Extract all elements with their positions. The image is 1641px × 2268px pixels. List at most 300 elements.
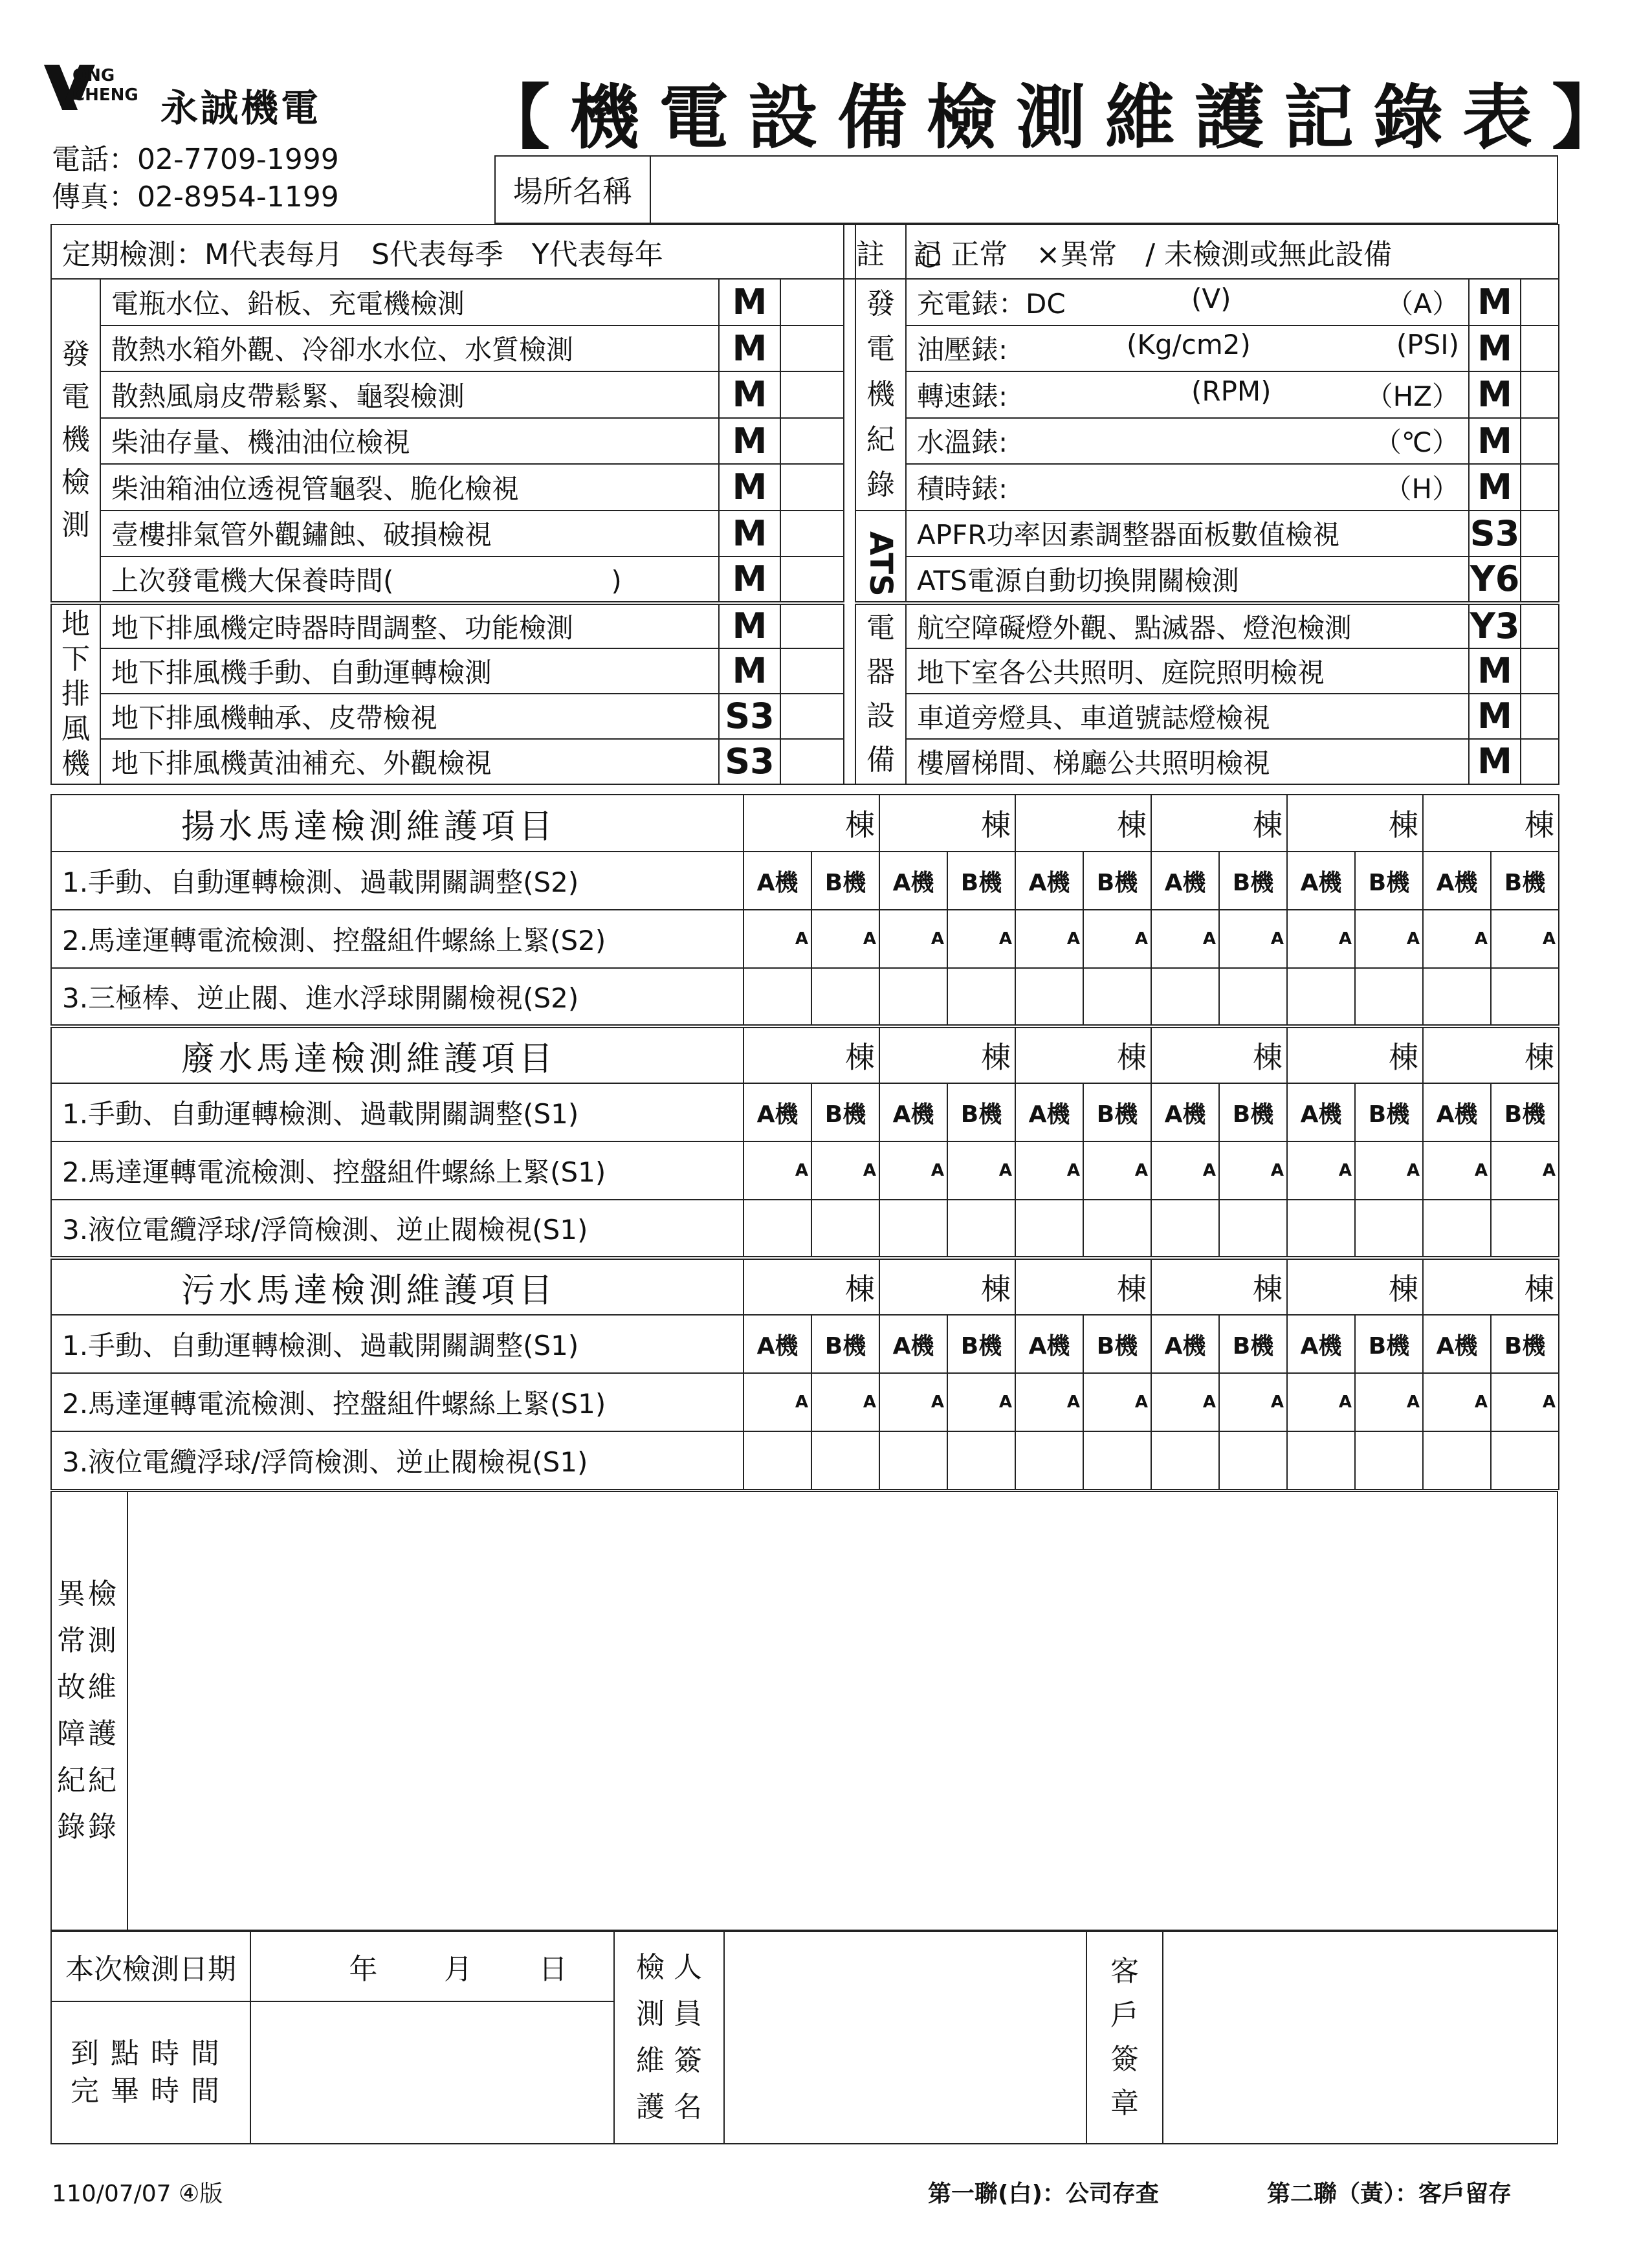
ampere-cell[interactable]: A <box>1355 910 1423 968</box>
date-month-label: 月 <box>443 1953 472 1986</box>
result-cell[interactable] <box>780 511 844 557</box>
machine-b-cell[interactable]: B機 <box>1083 1315 1151 1373</box>
label-char: 護 <box>88 1717 116 1750</box>
label-char: 電 <box>866 611 896 644</box>
ampere-cell[interactable]: A <box>1423 1141 1491 1200</box>
meter-name: 轉速錶: <box>917 380 1008 412</box>
ampere-cell[interactable]: A <box>1491 910 1559 968</box>
frequency-code: M <box>1469 418 1521 465</box>
pump-item-row <box>51 968 1559 1026</box>
result-cell[interactable] <box>1219 1200 1287 1258</box>
frequency-code: Y6 <box>1469 556 1521 603</box>
pump-item-text: 1.手動、自動運轉檢測、過載開關調整(S2) <box>51 852 743 910</box>
label-char: 維 <box>636 2044 665 2077</box>
ats-label-text: ATS <box>863 531 899 597</box>
result-cell[interactable] <box>1423 1431 1491 1490</box>
building-cell[interactable] <box>1423 1026 1559 1083</box>
ampere-cell[interactable]: A <box>1423 1373 1491 1431</box>
basement-fan-item: 地下排風機黃油補充、外觀檢視 <box>100 739 719 784</box>
pump-item-row <box>51 1141 1559 1200</box>
building-cell[interactable] <box>1287 1026 1423 1083</box>
building-cell[interactable] <box>879 1258 1015 1315</box>
ampere-cell[interactable]: A <box>743 910 811 968</box>
building-cell[interactable] <box>879 1026 1015 1083</box>
machine-b-cell[interactable]: B機 <box>811 1083 879 1141</box>
pump-item-row <box>51 910 1559 968</box>
building-cell[interactable] <box>743 1258 879 1315</box>
inspector-label-col1 <box>636 1944 665 2131</box>
machine-a-cell[interactable]: A機 <box>1151 852 1219 910</box>
result-cell[interactable] <box>1355 1200 1423 1258</box>
ampere-cell[interactable]: A <box>811 910 879 968</box>
ampere-cell[interactable]: A <box>947 1373 1015 1431</box>
generator-check-item: 壹樓排氣管外觀鏽蝕、破損檢視 <box>100 511 719 557</box>
result-cell[interactable] <box>1219 1431 1287 1490</box>
result-cell[interactable] <box>1521 694 1559 739</box>
abnormal-record-table <box>50 1491 1558 1931</box>
machine-b-cell[interactable]: B機 <box>947 1315 1015 1373</box>
customer-stamp-field[interactable] <box>1163 1932 1558 2144</box>
electrical-item: 地下室各公共照明、庭院照明檢視 <box>906 648 1469 694</box>
ampere-cell[interactable]: A <box>1151 910 1219 968</box>
machine-a-cell[interactable]: A機 <box>1151 1315 1219 1373</box>
result-cell[interactable] <box>1521 648 1559 694</box>
meter-reading-item[interactable] <box>906 325 1469 372</box>
checklist-row <box>51 279 1559 325</box>
ampere-cell[interactable]: A <box>811 1373 879 1431</box>
result-cell[interactable] <box>780 279 844 325</box>
building-label: 棟 <box>1117 1040 1147 1075</box>
checklist-row <box>51 603 1559 648</box>
result-cell[interactable] <box>1521 418 1559 465</box>
ampere-cell[interactable]: A <box>947 910 1015 968</box>
label-char: 電 <box>61 380 90 414</box>
pump-item-text: 3.三極棒、逆止閥、進水浮球開關檢視(S2) <box>51 968 743 1026</box>
ampere-cell[interactable]: A <box>1287 1141 1355 1200</box>
company-logo-text: ONG CHENG <box>72 66 138 105</box>
machine-a-cell[interactable]: A機 <box>879 1315 947 1373</box>
vertical-label-text <box>856 606 905 782</box>
checklist-row <box>51 648 1559 694</box>
frequency-code: M <box>719 603 780 648</box>
basement-fan-item: 地下排風機定時器時間調整、功能檢測 <box>100 603 719 648</box>
form-title: 【機電設備檢測維護記錄表】 <box>480 78 1641 159</box>
ampere-cell[interactable]: A <box>1015 910 1083 968</box>
machine-b-cell[interactable]: B機 <box>811 852 879 910</box>
ampere-cell[interactable]: A <box>1151 1141 1219 1200</box>
machine-b-cell[interactable]: B機 <box>1491 1315 1559 1373</box>
company-name: 永誠機電 <box>160 86 322 130</box>
legend-periodic: 定期檢測：M代表每月 S代表每季 Y代表每年 <box>51 225 844 279</box>
ampere-cell[interactable]: A <box>1015 1141 1083 1200</box>
label-char: 人 <box>674 1951 702 1984</box>
result-cell[interactable] <box>1355 968 1423 1026</box>
pump-section-title: 污水馬達檢測維護項目 <box>51 1258 743 1315</box>
ampere-cell[interactable]: A <box>1491 1141 1559 1200</box>
label-char: 錄 <box>57 1811 85 1844</box>
machine-b-cell[interactable]: B機 <box>1083 1083 1151 1141</box>
building-label: 棟 <box>1525 1272 1554 1306</box>
completion-time-label: 完畢時間 <box>71 2075 231 2108</box>
machine-b-cell[interactable]: B機 <box>1491 1083 1559 1141</box>
machine-a-cell[interactable]: A機 <box>1423 1083 1491 1141</box>
ampere-cell[interactable]: A <box>1083 1141 1151 1200</box>
ampere-cell[interactable]: A <box>947 1141 1015 1200</box>
machine-a-cell[interactable]: A機 <box>1287 1315 1355 1373</box>
abnormal-label-col2 <box>88 1571 116 1851</box>
result-cell[interactable] <box>1491 1200 1559 1258</box>
result-cell[interactable] <box>780 325 844 372</box>
label-char: 測 <box>88 1624 116 1657</box>
machine-b-cell[interactable]: B機 <box>947 1083 1015 1141</box>
result-cell[interactable] <box>1015 1431 1083 1490</box>
frequency-code: M <box>719 511 780 557</box>
building-label: 棟 <box>1117 808 1147 842</box>
result-cell[interactable] <box>1287 1200 1355 1258</box>
building-label: 棟 <box>1253 1272 1283 1306</box>
result-cell[interactable] <box>1521 556 1559 603</box>
result-cell[interactable] <box>1491 1431 1559 1490</box>
result-cell[interactable] <box>743 968 811 1026</box>
machine-a-cell[interactable]: A機 <box>1287 852 1355 910</box>
result-cell[interactable] <box>947 968 1015 1026</box>
ampere-cell[interactable]: A <box>879 910 947 968</box>
building-label: 棟 <box>845 1272 875 1306</box>
label-char: 下 <box>61 642 90 676</box>
meter-name: 積時錶: <box>917 472 1008 505</box>
result-cell[interactable] <box>780 371 844 418</box>
result-cell[interactable] <box>780 556 844 603</box>
label-char: 章 <box>1110 2087 1139 2120</box>
basement-fan-label <box>51 603 100 784</box>
label-char: 錄 <box>88 1811 116 1844</box>
meter-unit-2: （H） <box>1384 472 1460 505</box>
ampere-cell[interactable]: A <box>1015 1373 1083 1431</box>
building-label: 棟 <box>1253 1040 1283 1075</box>
ampere-cell[interactable]: A <box>1219 1373 1287 1431</box>
result-cell[interactable] <box>1521 325 1559 372</box>
label-char: 測 <box>636 1998 665 2031</box>
ampere-cell[interactable]: A <box>1219 910 1287 968</box>
generator-check-item: 散熱風扇皮帶鬆緊、龜裂檢測 <box>100 371 719 418</box>
meter-unit-2: (PSI) <box>1396 329 1460 361</box>
result-cell[interactable] <box>1521 511 1559 557</box>
venue-name-field[interactable] <box>650 156 1558 223</box>
building-label: 棟 <box>981 1040 1011 1075</box>
ampere-cell[interactable]: A <box>879 1141 947 1200</box>
pump-section-title: 廢水馬達檢測維護項目 <box>51 1026 743 1083</box>
result-cell[interactable] <box>743 1431 811 1490</box>
building-cell[interactable] <box>1423 1258 1559 1315</box>
result-cell[interactable] <box>1015 968 1083 1026</box>
machine-b-cell[interactable]: B機 <box>811 1315 879 1373</box>
result-cell[interactable] <box>1423 1200 1491 1258</box>
frequency-code: S3 <box>1469 511 1521 557</box>
building-cell[interactable] <box>1151 1026 1287 1083</box>
machine-a-cell[interactable]: A機 <box>743 852 811 910</box>
generator-check-item: 柴油存量、機油油位檢視 <box>100 418 719 465</box>
inspection-checklist-table <box>50 224 1559 785</box>
legend-note-label: 註 記 <box>855 225 906 279</box>
machine-b-cell[interactable]: B機 <box>1355 1315 1423 1373</box>
legend-note-text: ○ 正常 ×異常 / 未檢測或無此設備 <box>906 225 1559 279</box>
building-cell[interactable] <box>1287 1258 1423 1315</box>
result-cell[interactable] <box>1521 739 1559 784</box>
abnormal-label-col1 <box>57 1571 85 1851</box>
meter-unit-2: （HZ） <box>1365 380 1460 412</box>
building-cell[interactable] <box>743 1026 879 1083</box>
machine-b-cell[interactable]: B機 <box>1355 1083 1423 1141</box>
machine-a-cell[interactable]: A機 <box>743 1315 811 1373</box>
ampere-cell[interactable]: A <box>811 1141 879 1200</box>
inspection-date-label: 本次檢測日期 <box>51 1932 250 2001</box>
pump-section-title: 揚水馬達檢測維護項目 <box>51 795 743 852</box>
pump-item-text: 2.馬達運轉電流檢測、控盤組件螺絲上緊(S1) <box>51 1373 743 1431</box>
result-cell[interactable] <box>879 1431 947 1490</box>
pump-item-row <box>51 1373 1559 1431</box>
ampere-cell[interactable]: A <box>1423 910 1491 968</box>
frequency-code: Y3 <box>1469 603 1521 648</box>
customer-stamp-label <box>1086 1932 1163 2144</box>
generator-check-item: 上次發電機大保養時間( ) <box>100 556 719 603</box>
result-cell[interactable] <box>780 464 844 511</box>
ampere-cell[interactable]: A <box>1491 1373 1559 1431</box>
ampere-cell[interactable]: A <box>1151 1373 1219 1431</box>
result-cell[interactable] <box>1287 968 1355 1026</box>
frequency-code: M <box>1469 464 1521 511</box>
label-char: 維 <box>88 1671 116 1704</box>
machine-a-cell[interactable]: A機 <box>1015 1083 1083 1141</box>
building-cell[interactable] <box>1015 1026 1151 1083</box>
result-cell[interactable] <box>780 418 844 465</box>
frequency-code: M <box>1469 371 1521 418</box>
meter-unit-2: （℃） <box>1374 426 1460 459</box>
result-cell[interactable] <box>1083 1431 1151 1490</box>
copy-1-note: 第一聯(白)：公司存查 <box>928 2181 1159 2207</box>
machine-a-cell[interactable]: A機 <box>1423 852 1491 910</box>
result-cell[interactable] <box>1355 1431 1423 1490</box>
arrival-time-label: 到點時間 <box>71 2037 231 2070</box>
building-cell[interactable] <box>1151 795 1287 852</box>
electrical-item: 車道旁燈具、車道號誌燈檢視 <box>906 694 1469 739</box>
building-label: 棟 <box>981 1272 1011 1306</box>
machine-a-cell[interactable]: A機 <box>1151 1083 1219 1141</box>
result-cell[interactable] <box>1015 1200 1083 1258</box>
label-char: 護 <box>636 2091 665 2124</box>
result-cell[interactable] <box>1151 1200 1219 1258</box>
ampere-cell[interactable]: A <box>1287 910 1355 968</box>
checklist-row <box>51 556 1559 603</box>
ats-label <box>855 511 906 603</box>
result-cell[interactable] <box>879 968 947 1026</box>
time-field[interactable] <box>250 2001 614 2144</box>
electrical-item: 航空障礙燈外觀、點滅器、燈泡檢測 <box>906 603 1469 648</box>
frequency-code: S3 <box>719 694 780 739</box>
vertical-label-text <box>856 281 905 508</box>
ampere-cell[interactable]: A <box>743 1373 811 1431</box>
frequency-code: M <box>719 371 780 418</box>
pump-item-text: 2.馬達運轉電流檢測、控盤組件螺絲上緊(S2) <box>51 910 743 968</box>
result-cell[interactable] <box>1521 371 1559 418</box>
result-cell[interactable] <box>1287 1431 1355 1490</box>
meter-reading-item[interactable] <box>906 371 1469 418</box>
result-cell[interactable] <box>780 694 844 739</box>
result-cell[interactable] <box>1491 968 1559 1026</box>
time-labels <box>51 2001 250 2144</box>
label-char: 電 <box>866 332 896 366</box>
building-cell[interactable] <box>1287 795 1423 852</box>
label-char: 設 <box>866 699 896 732</box>
result-cell[interactable] <box>1151 1431 1219 1490</box>
building-cell[interactable] <box>1151 1258 1287 1315</box>
result-cell[interactable] <box>780 648 844 694</box>
machine-a-cell[interactable]: A機 <box>1423 1315 1491 1373</box>
result-cell[interactable] <box>811 1431 879 1490</box>
frequency-code: M <box>719 325 780 372</box>
label-char: 機 <box>61 747 90 780</box>
machine-b-cell[interactable]: B機 <box>1219 852 1287 910</box>
frequency-code: M <box>1469 279 1521 325</box>
inspector-sign-label <box>614 1932 724 2144</box>
meter-unit-1: (V) <box>1191 282 1231 314</box>
company-fax: 傳真：02-8954-1199 <box>52 181 339 214</box>
ampere-cell[interactable]: A <box>1287 1373 1355 1431</box>
pump-section-header <box>51 1258 1559 1315</box>
frequency-code: M <box>1469 648 1521 694</box>
ampere-cell[interactable]: A <box>1083 1373 1151 1431</box>
ampere-cell[interactable]: A <box>1355 1373 1423 1431</box>
machine-a-cell[interactable]: A機 <box>1287 1083 1355 1141</box>
frequency-code: M <box>719 648 780 694</box>
checklist-row <box>51 418 1559 465</box>
machine-b-cell[interactable]: B機 <box>947 852 1015 910</box>
label-char: 風 <box>61 712 90 745</box>
signature-table <box>50 1931 1558 2144</box>
machine-a-cell[interactable]: A機 <box>1015 852 1083 910</box>
building-label: 棟 <box>1389 1040 1418 1075</box>
building-cell[interactable] <box>1015 1258 1151 1315</box>
label-char: 器 <box>866 655 896 688</box>
date-day-label: 日 <box>538 1953 567 1986</box>
label-char: 排 <box>61 677 90 710</box>
label-char: 備 <box>866 743 896 776</box>
result-cell[interactable] <box>780 603 844 648</box>
ampere-cell[interactable]: A <box>879 1373 947 1431</box>
machine-a-cell[interactable]: A機 <box>879 852 947 910</box>
result-cell[interactable] <box>811 968 879 1026</box>
pump-item-text: 2.馬達運轉電流檢測、控盤組件螺絲上緊(S1) <box>51 1141 743 1200</box>
building-cell[interactable] <box>1015 795 1151 852</box>
result-cell[interactable] <box>1083 968 1151 1026</box>
pump-item-row <box>51 852 1559 910</box>
pump-item-row <box>51 1200 1559 1258</box>
electrical-label <box>855 603 906 784</box>
inspection-date-field[interactable] <box>250 1932 614 2001</box>
result-cell[interactable] <box>780 739 844 784</box>
label-char: 檢 <box>636 1951 665 1984</box>
inspector-signature-field[interactable] <box>724 1932 1086 2144</box>
electrical-item: 樓層梯間、梯廳公共照明檢視 <box>906 739 1469 784</box>
label-char: 紀 <box>866 423 896 456</box>
label-char: 簽 <box>1110 2043 1139 2076</box>
meter-unit-2: （A） <box>1386 287 1460 320</box>
ampere-cell[interactable]: A <box>743 1141 811 1200</box>
ats-item: ATS電源自動切換開關檢測 <box>906 556 1469 603</box>
ampere-cell[interactable]: A <box>1219 1141 1287 1200</box>
meter-name: 油壓錶: <box>917 334 1008 366</box>
ampere-cell[interactable]: A <box>1355 1141 1423 1200</box>
generator-check-label <box>51 279 100 603</box>
copy-2-note: 第二聯（黃）：客戶留存 <box>1267 2181 1512 2207</box>
machine-a-cell[interactable]: A機 <box>1015 1315 1083 1373</box>
frequency-code: M <box>719 418 780 465</box>
meter-reading-item[interactable] <box>906 418 1469 465</box>
abnormal-record-field[interactable] <box>127 1492 1558 1930</box>
machine-b-cell[interactable]: B機 <box>1355 852 1423 910</box>
ampere-cell[interactable]: A <box>1083 910 1151 968</box>
result-cell[interactable] <box>1521 464 1559 511</box>
abnormal-record-label <box>51 1492 127 1930</box>
result-cell[interactable] <box>1423 968 1491 1026</box>
meter-name: 充電錶：DC <box>917 287 1066 320</box>
meter-reading-item[interactable] <box>906 279 1469 325</box>
machine-a-cell[interactable]: A機 <box>743 1083 811 1141</box>
result-cell[interactable] <box>1151 968 1219 1026</box>
pump-item-row <box>51 1083 1559 1141</box>
label-char: 發 <box>866 287 896 320</box>
result-cell[interactable] <box>811 1200 879 1258</box>
building-cell[interactable] <box>1423 795 1559 852</box>
label-char: 紀 <box>57 1764 85 1797</box>
venue-table <box>494 155 1558 224</box>
column-divider <box>844 279 855 784</box>
building-label: 棟 <box>1389 1272 1418 1306</box>
building-label: 棟 <box>1525 1040 1554 1075</box>
machine-b-cell[interactable]: B機 <box>1219 1315 1287 1373</box>
result-cell[interactable] <box>1521 279 1559 325</box>
building-cell[interactable] <box>743 795 879 852</box>
result-cell[interactable] <box>1219 968 1287 1026</box>
result-cell[interactable] <box>947 1200 1015 1258</box>
pump-section-header <box>51 1026 1559 1083</box>
vertical-label-text <box>52 607 100 782</box>
meter-reading-item[interactable] <box>906 464 1469 511</box>
building-label: 棟 <box>845 1040 875 1075</box>
frequency-code: M <box>719 556 780 603</box>
machine-b-cell[interactable]: B機 <box>1083 852 1151 910</box>
pump-item-text: 3.液位電纜浮球/浮筒檢測、逆止閥檢視(S1) <box>51 1200 743 1258</box>
result-cell[interactable] <box>1083 1200 1151 1258</box>
label-char: 故 <box>57 1671 85 1704</box>
label-char: 名 <box>674 2091 702 2124</box>
checklist-row <box>51 694 1559 739</box>
machine-b-cell[interactable]: B機 <box>1491 852 1559 910</box>
date-year-label: 年 <box>349 1953 378 1986</box>
building-label: 棟 <box>1253 808 1283 842</box>
label-char: 常 <box>57 1624 85 1657</box>
result-cell[interactable] <box>947 1431 1015 1490</box>
label-char: 客 <box>1110 1955 1139 1988</box>
building-label: 棟 <box>1117 1272 1147 1306</box>
result-cell[interactable] <box>879 1200 947 1258</box>
building-cell[interactable] <box>879 795 1015 852</box>
pump-item-text: 1.手動、自動運轉檢測、過載開關調整(S1) <box>51 1083 743 1141</box>
machine-a-cell[interactable]: A機 <box>879 1083 947 1141</box>
machine-b-cell[interactable]: B機 <box>1219 1083 1287 1141</box>
pump-inspection-table <box>50 794 1559 1490</box>
result-cell[interactable] <box>1521 603 1559 648</box>
result-cell[interactable] <box>743 1200 811 1258</box>
